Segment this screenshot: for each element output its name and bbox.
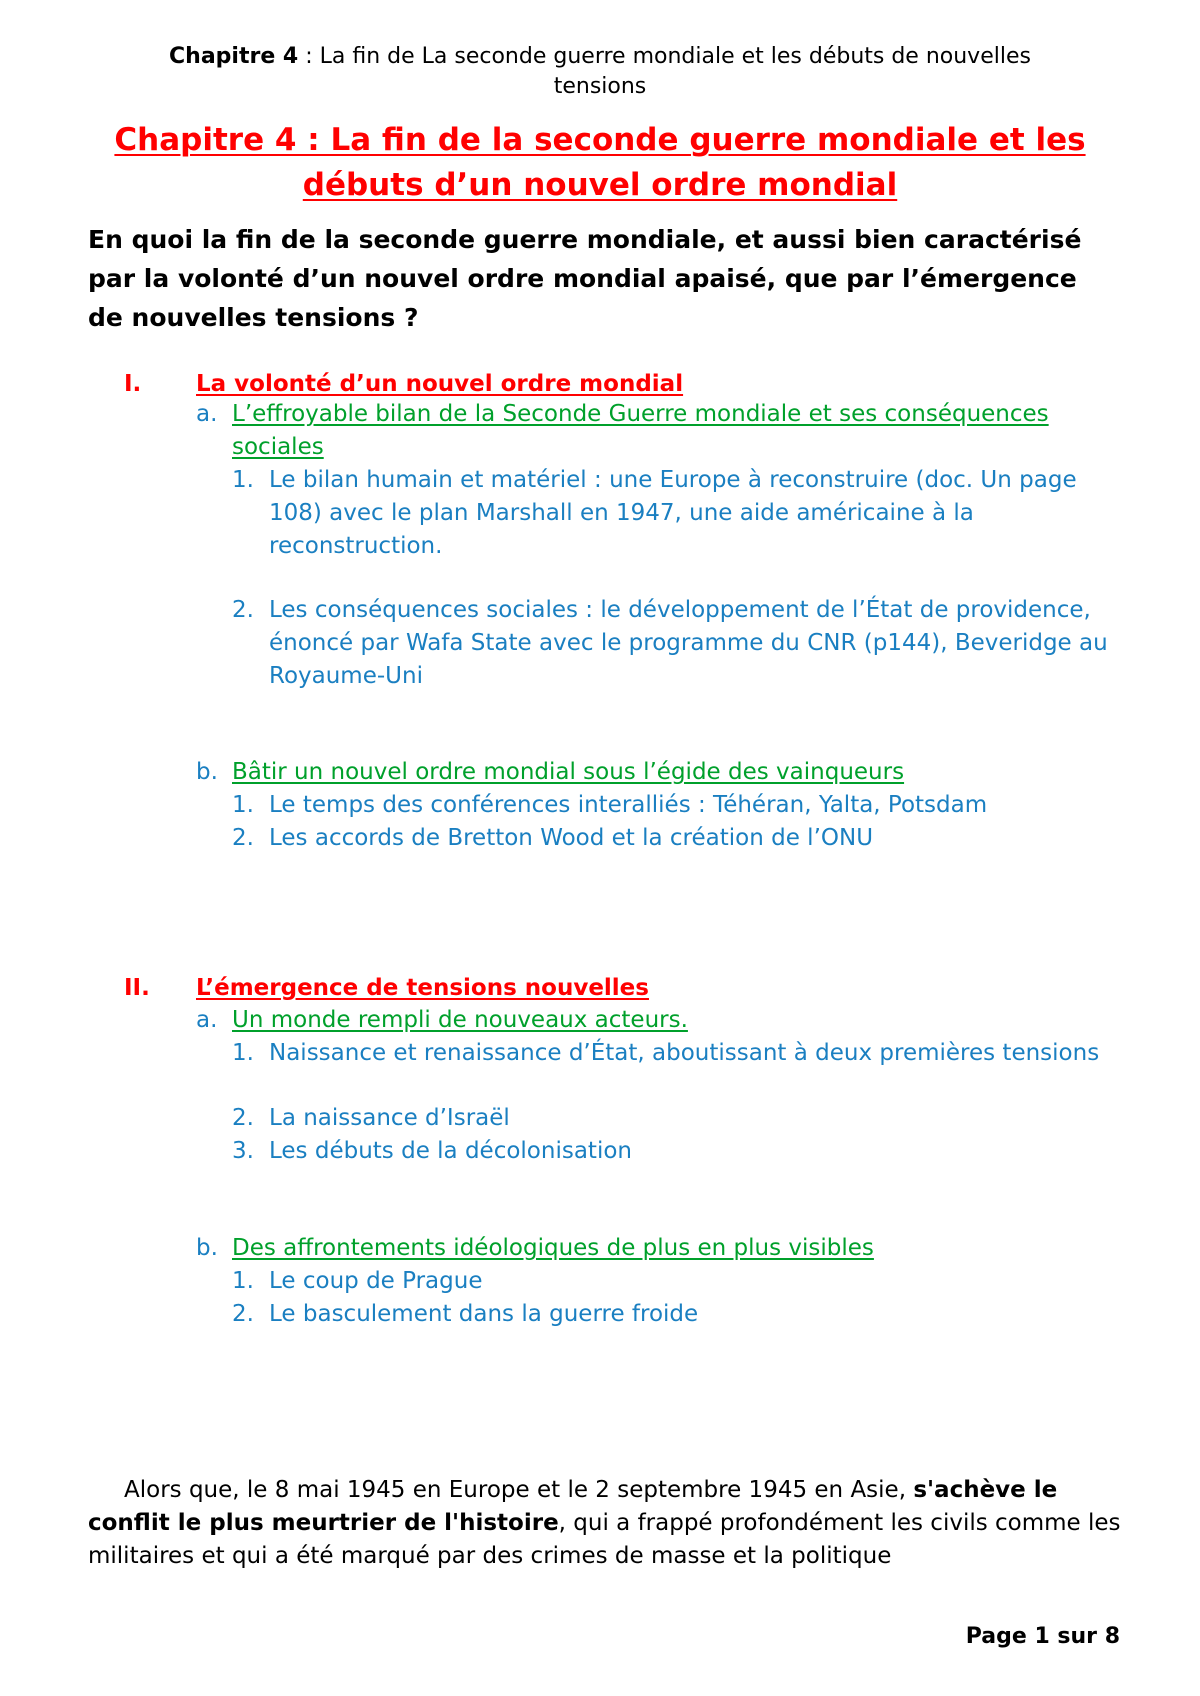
header-text: : La fin de La seconde guerre mondiale et les débuts de nouvelles tensions — [298, 44, 1031, 99]
intro-paragraph — [88, 1474, 1128, 1573]
section-2-marker: II. — [124, 975, 150, 1001]
subsection-1b-marker: b. — [196, 759, 218, 785]
subsection-1a-title: L’effroyable bilan de la Seconde Guerre mondiale et ses conséquences sociales — [232, 401, 1049, 460]
item-1b-1: Le temps des conférences interalliés : Téhéran, Yalta, Potsdam — [269, 792, 988, 818]
item-1a-1: Le bilan humain et matériel : une Europe à reconstruire (doc. Un page 108) avec le plan Marshall en 1947, une aide américaine à la reconstruction. — [269, 467, 1077, 559]
item-2a-2: La naissance d’Israël — [269, 1105, 510, 1131]
item-1a-1-marker: 1. — [232, 467, 254, 493]
item-2a-3: Les débuts de la décolonisation — [269, 1138, 632, 1164]
section-1-title: La volonté d’un nouvel ordre mondial — [196, 371, 684, 397]
subsection-2b-marker: b. — [196, 1235, 218, 1261]
section-1-marker: I. — [124, 371, 142, 397]
intro-text-2: , qui a frappé profondément les civils comme les militaires et qui a été marqué par des crimes de masse et la politique — [88, 1510, 1121, 1569]
header-chapter-label: Chapitre 4 — [169, 44, 299, 69]
page-number: Page 1 sur 8 — [965, 1624, 1120, 1649]
subsection-2a-marker: a. — [196, 1007, 218, 1033]
problematique: En quoi la fin de la seconde guerre mondiale, et aussi bien caractérisé par la volonté d’un nouvel ordre mondial apaisé, que par l’émergence de nouvelles tensions ? — [88, 225, 1082, 332]
item-2a-2-marker: 2. — [232, 1105, 254, 1131]
item-2a-1: Naissance et renaissance d’État, aboutissant à deux premières tensions — [269, 1040, 1100, 1066]
intro-text-bold: s'achève le conflit le plus meurtrier de l'histoire — [88, 1477, 1058, 1536]
item-2b-2: Le basculement dans la guerre froide — [269, 1301, 699, 1327]
subsection-2b-title: Des affrontements idéologiques de plus en plus visibles — [232, 1235, 874, 1261]
item-2b-1-marker: 1. — [232, 1268, 254, 1294]
item-2b-2-marker: 2. — [232, 1301, 254, 1327]
item-1a-2-marker: 2. — [232, 597, 254, 623]
item-2b-1: Le coup de Prague — [269, 1268, 483, 1294]
subsection-1b-title: Bâtir un nouvel ordre mondial sous l’égide des vainqueurs — [232, 759, 905, 785]
item-2a-1-marker: 1. — [232, 1040, 254, 1066]
subsection-1a-marker: a. — [196, 401, 218, 427]
item-2a-3-marker: 3. — [232, 1138, 254, 1164]
intro-text-1: Alors que, le 8 mai 1945 en Europe et le 2 septembre 1945 en Asie, — [124, 1477, 914, 1503]
item-1a-2: Les conséquences sociales : le développement de l’État de providence, énoncé par Wafa State avec le programme du CNR (p144), Beveridge au Royaume-Uni — [269, 597, 1108, 689]
item-1b-2-marker: 2. — [232, 825, 254, 851]
subsection-2a-title: Un monde rempli de nouveaux acteurs. — [232, 1007, 688, 1033]
section-2-title: L’émergence de tensions nouvelles — [196, 975, 649, 1001]
document-title: Chapitre 4 : La fin de la seconde guerre mondiale et les débuts d’un nouvel ordre mondial — [114, 122, 1086, 203]
item-1b-1-marker: 1. — [232, 792, 254, 818]
item-1b-2: Les accords de Bretton Wood et la création de l’ONU — [269, 825, 874, 851]
